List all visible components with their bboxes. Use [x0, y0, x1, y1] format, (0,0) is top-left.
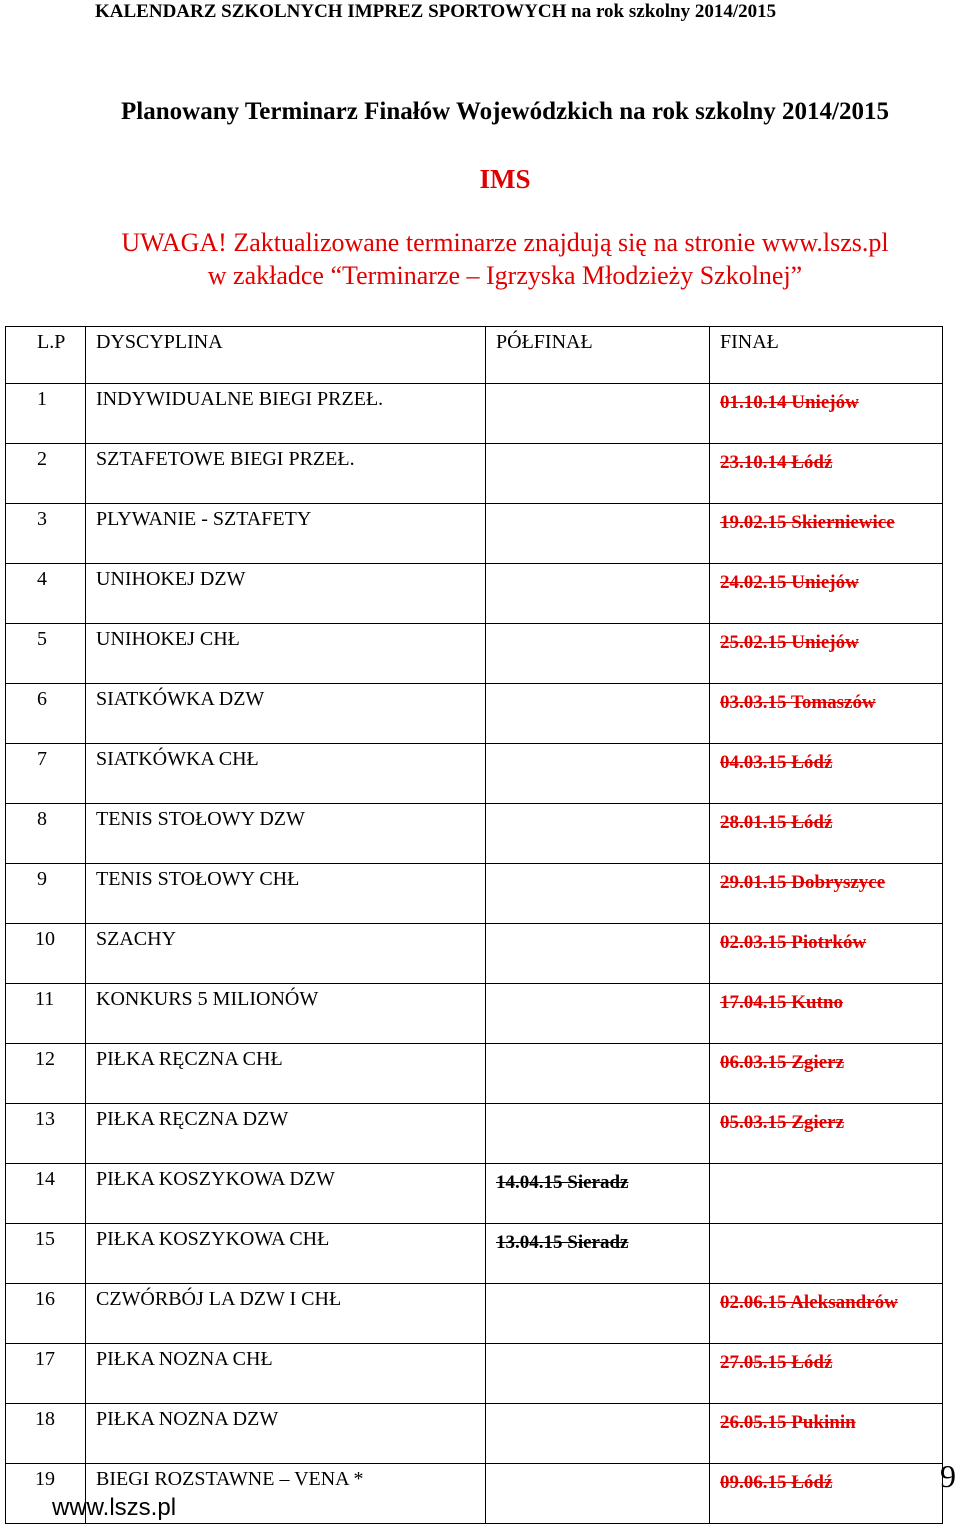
discipline-cell: PIŁKA NOZNA DZW: [86, 1404, 486, 1464]
row-number: 9: [6, 864, 86, 924]
table-row: [6, 564, 943, 624]
row-number: 2: [6, 444, 86, 504]
final-cell-date: 01.10.14 Uniejów: [720, 392, 859, 413]
final-cell: [710, 744, 943, 804]
final-cell: [710, 564, 943, 624]
discipline-cell: CZWÓRBÓJ LA DZW I CHŁ: [86, 1284, 486, 1344]
final-cell: [710, 984, 943, 1044]
page-title: Planowany Terminarz Finałów Wojewódzkich na rok szkolny 2014/2015: [121, 98, 889, 125]
final-cell: [710, 1224, 943, 1284]
row-number: 3: [6, 504, 86, 564]
table-row: [6, 984, 943, 1044]
header-final: FINAŁ: [710, 327, 943, 384]
semifinal-cell: [486, 1284, 710, 1344]
semifinal-cell-date: 14.04.15 Sieradz: [496, 1172, 629, 1193]
row-number: 4: [6, 564, 86, 624]
discipline-cell: TENIS STOŁOWY CHŁ: [86, 864, 486, 924]
final-cell: [710, 1044, 943, 1104]
discipline-cell: BIEGI ROZSTAWNE – VENA *: [86, 1464, 486, 1524]
row-number: 17: [6, 1344, 86, 1404]
header-discipline: DYSCYPLINA: [86, 327, 486, 384]
discipline-cell: UNIHOKEJ CHŁ: [86, 624, 486, 684]
table-row: [6, 444, 943, 504]
semifinal-cell: [486, 864, 710, 924]
discipline-cell: PIŁKA KOSZYKOWA CHŁ: [86, 1224, 486, 1284]
final-cell: [710, 804, 943, 864]
row-number: 18: [6, 1404, 86, 1464]
semifinal-cell: [486, 384, 710, 444]
page-number: 9: [940, 1458, 956, 1494]
table-row: [6, 744, 943, 804]
semifinal-cell: [486, 624, 710, 684]
table-row: [6, 1224, 943, 1284]
header-semifinal: PÓŁFINAŁ: [486, 327, 710, 384]
row-number: 14: [6, 1164, 86, 1224]
update-notice-line-1: UWAGA! Zaktualizowane terminarze znajdują się na stronie www.lszs.pl: [121, 228, 889, 257]
row-number: 19: [6, 1464, 86, 1524]
final-cell: [710, 924, 943, 984]
row-number: 15: [6, 1224, 86, 1284]
final-cell-date: 17.04.15 Kutno: [720, 992, 843, 1013]
discipline-cell: KONKURS 5 MILIONÓW: [86, 984, 486, 1044]
row-number: 1: [6, 384, 86, 444]
row-number: 10: [6, 924, 86, 984]
table-row: [6, 804, 943, 864]
table-row: [6, 864, 943, 924]
semifinal-cell: [486, 1464, 710, 1524]
semifinal-cell: [486, 564, 710, 624]
final-cell-date: 28.01.15 Łódź: [720, 812, 833, 833]
footer-url: www.lszs.pl: [52, 1494, 177, 1521]
table-row: [6, 1284, 943, 1344]
semifinal-cell: [486, 924, 710, 984]
discipline-cell: SZACHY: [86, 924, 486, 984]
semifinal-cell: [486, 504, 710, 564]
row-number: 7: [6, 744, 86, 804]
semifinal-cell: [486, 444, 710, 504]
discipline-cell: SIATKÓWKA CHŁ: [86, 744, 486, 804]
final-cell-date: 02.03.15 Piotrków: [720, 932, 867, 953]
final-cell: [710, 504, 943, 564]
final-cell: [710, 444, 943, 504]
final-cell-date: 03.03.15 Tomaszów: [720, 692, 876, 713]
final-cell-date: 26.05.15 Pukinin: [720, 1412, 856, 1433]
table-header-row: [6, 327, 943, 384]
table-row: [6, 684, 943, 744]
final-cell: [710, 684, 943, 744]
semifinal-cell: [486, 804, 710, 864]
header-lp: L.P: [6, 327, 86, 384]
running-header: KALENDARZ SZKOLNYCH IMPREZ SPORTOWYCH na rok szkolny 2014/2015: [95, 1, 777, 22]
final-cell: [710, 1104, 943, 1164]
table-row: [6, 1164, 943, 1224]
row-number: 8: [6, 804, 86, 864]
table-row: [6, 924, 943, 984]
semifinal-cell: [486, 1044, 710, 1104]
ims-label: IMS: [479, 164, 531, 194]
final-cell: [710, 1284, 943, 1344]
table-row: [6, 1344, 943, 1404]
row-number: 16: [6, 1284, 86, 1344]
table-row: [6, 504, 943, 564]
discipline-cell: INDYWIDUALNE BIEGI PRZEŁ.: [86, 384, 486, 444]
final-cell-date: 05.03.15 Zgierz: [720, 1112, 845, 1133]
discipline-cell: PIŁKA RĘCZNA CHŁ: [86, 1044, 486, 1104]
final-cell-date: 04.03.15 Łódź: [720, 752, 833, 773]
discipline-cell: PIŁKA KOSZYKOWA DZW: [86, 1164, 486, 1224]
final-cell: [710, 1344, 943, 1404]
final-cell-date: 06.03.15 Zgierz: [720, 1052, 845, 1073]
semifinal-cell: [486, 1404, 710, 1464]
final-cell: [710, 624, 943, 684]
semifinal-cell: [486, 984, 710, 1044]
table-row: [6, 1104, 943, 1164]
row-number: 12: [6, 1044, 86, 1104]
final-cell: [710, 864, 943, 924]
final-cell-date: 29.01.15 Dobryszyce: [720, 872, 886, 893]
semifinal-cell: [486, 744, 710, 804]
final-cell: [710, 384, 943, 444]
table-row: [6, 1404, 943, 1464]
discipline-cell: PLYWANIE - SZTAFETY: [86, 504, 486, 564]
update-notice-line-2: w zakładce “Terminarze – Igrzyska Młodzieży Szkolnej”: [207, 261, 803, 290]
final-cell-date: 24.02.15 Uniejów: [720, 572, 859, 593]
row-number: 6: [6, 684, 86, 744]
final-cell-date: 23.10.14 Łódź: [720, 452, 833, 473]
final-cell-date: 09.06.15 Łódź: [720, 1472, 833, 1493]
semifinal-cell: [486, 1224, 710, 1284]
final-cell: [710, 1464, 943, 1524]
semifinal-cell-date: 13.04.15 Sieradz: [496, 1232, 629, 1253]
discipline-cell: PIŁKA RĘCZNA DZW: [86, 1104, 486, 1164]
table-row: [6, 384, 943, 444]
semifinal-cell: [486, 1164, 710, 1224]
final-cell: [710, 1164, 943, 1224]
row-number: 11: [6, 984, 86, 1044]
final-cell-date: 25.02.15 Uniejów: [720, 632, 859, 653]
discipline-cell: PIŁKA NOZNA CHŁ: [86, 1344, 486, 1404]
discipline-cell: TENIS STOŁOWY DZW: [86, 804, 486, 864]
semifinal-cell: [486, 1104, 710, 1164]
table-row: [6, 624, 943, 684]
discipline-cell: UNIHOKEJ DZW: [86, 564, 486, 624]
final-cell-date: 02.06.15 Aleksandrów: [720, 1292, 898, 1313]
table-row: [6, 1044, 943, 1104]
row-number: 13: [6, 1104, 86, 1164]
finals-schedule-table: [5, 326, 943, 1524]
final-cell-date: 19.02.15 Skierniewice: [720, 512, 895, 533]
semifinal-cell: [486, 1344, 710, 1404]
final-cell-date: 27.05.15 Łódź: [720, 1352, 833, 1373]
row-number: 5: [6, 624, 86, 684]
discipline-cell: SZTAFETOWE BIEGI PRZEŁ.: [86, 444, 486, 504]
discipline-cell: SIATKÓWKA DZW: [86, 684, 486, 744]
semifinal-cell: [486, 684, 710, 744]
final-cell: [710, 1404, 943, 1464]
